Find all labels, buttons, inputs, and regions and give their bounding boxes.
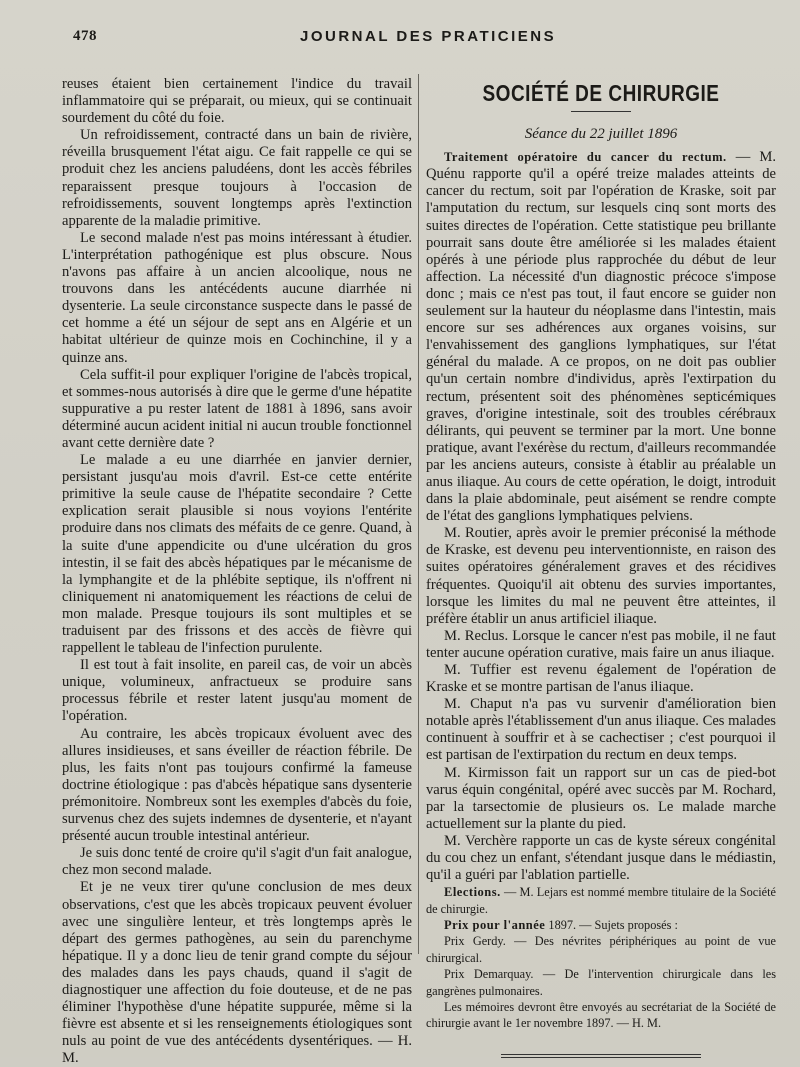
page-number: 478 — [73, 28, 97, 44]
paragraph-text: M. Chaput n'a pas vu survenir d'amélioration bien notable après l'établissement d'un anus iliaque. Ces malades continuent à souffrir et à se cachectiser ; c'est pourquoi il est partisan de l'extirpation du rectum en deux temps. — [426, 696, 776, 764]
paragraph: Il est tout à fait insolite, en pareil cas, de voir un abcès unique, volumineux, anfractueux se produire sans processus fébrile et rester latent jusqu'au moment de l'opération. — [62, 657, 412, 725]
note-paragraph — [426, 884, 776, 917]
session-date: Séance du 22 juillet 1896 — [524, 126, 678, 143]
paragraph: Je suis donc tenté de croire qu'il s'agit d'un fait analogue, chez mon second malade. — [62, 845, 412, 879]
paragraph-text: — M. Lejars est nommé membre titulaire de la Société de chirurgie. — [426, 885, 776, 916]
paragraph: Et je ne veux tirer qu'une conclusion de mes deux observations, c'est que les abcès tropicaux peuvent évoluer avec une singulière lenteur, et très longtemps après le départ des germes pathogènes, au sein du parenchyme hépatique. Il y a donc lieu de tenir grand compte du séjour des malades dans les pays chauds, quand il s'agit de diagnostiquer une affection du foie douteuse, et de ne pas éliminer l'hypothèse d'une hépatite suppurée, même si la fièvre est absente et si les renseignements étiologiques sont nuls au point de vue des antécédents dysentériques. — H. M. — [62, 879, 412, 1067]
report-paragraphs — [426, 149, 776, 884]
section-title: SOCIÉTÉ DE CHIRURGIE — [482, 81, 720, 108]
journal-title: JOURNAL DES PRATICIENS — [300, 28, 557, 45]
report-paragraph — [426, 525, 776, 628]
paragraph-text: 1897. — Sujets proposés : — [545, 918, 678, 933]
paragraph: Le malade a eu une diarrhée en janvier dernier, persistant jusqu'au mois d'avril. Est-ce cette entérite primitive la seule cause de l'hépatite secondaire ? Cette explication serait plausible si nous voyions l'entérite produire dans nos climats des méfaits de ce genre. Quand, à la suite d'une appendicite ou d'une ulcération du gros intestin, il se fait des abcès hépatiques par le mécanisme de la lymphangite et de la phlébite septique, ils n'offrent ni cliniquement ni anatomiquement les réactions de celui de mon malade. Presque toujours ils sont multiples et se traduisent par des frissons et des accès de fièvre qui rappellent le tableau de l'infection purulente. — [62, 452, 412, 657]
note-paragraph — [426, 917, 776, 933]
paragraph-text: Prix Gerdy. — Des névrites périphériques au point de vue chirurgical. — [426, 934, 776, 965]
report-paragraph — [426, 628, 776, 662]
paragraph-text: Les mémoires devront être envoyés au secrétariat de la Société de chirurgie avant le 1er novembre 1897. — H. M. — [426, 1000, 776, 1031]
title-rule — [571, 111, 631, 112]
report-paragraph — [426, 833, 776, 884]
column-divider — [418, 74, 419, 954]
paragraph-text: M. Tuffier est revenu également de l'opération de Kraske et se montre partisan de l'anus iliaque. — [426, 662, 776, 696]
paragraph: Le second malade n'est pas moins intéressant à étudier. L'interprétation pathogénique est plus obscure. Nous n'avons pas affaire à un ancien alcoolique, nous ne trouvons dans les antécédents aucune diarrhée ni dysenterie. La seule circonstance suspecte dans le passé de cet homme a été un séjour de sept ans en Algérie et un habitat ultérieur de quinze mois en Cochinchine, il y a quinze ans. — [62, 229, 412, 366]
report-paragraph — [426, 662, 776, 696]
paragraph-heading: Elections. — [444, 885, 501, 900]
paragraph-text: — M. Quénu rapporte qu'il a opéré treize malades atteints de cancer du rectum, soit par l'opération de Kraske, soit par l'amputation du rectum, sur lesquels cinq sont morts des suites directes de l'opération. Cette statistique peu brillante pourrait sans doute être améliorée si les malades étaient opérés à une période plus rapprochée du début de leur affection. La nécessité d'un diagnostic précoce s'impose donc ; mais ce n'est pas tout, il faut encore se guider non seulement sur la hauteur du néoplasme dans l'intestin, mais encore sur ses adhérences aux organes voisins, sur l'envahissement des ganglions lymphatiques, sur l'état général du malade. A ce propos, on ne doit pas oublier qu'un certain nombre d'individus, après l'extirpation du rectum, présentent soit des phénomènes septicémiques graves, d'origine intestinale, soit des troubles cérébraux délirants, qui peuvent se terminer par la mort. Une bonne pratique, avant l'exérèse du rectum, d'ailleurs recommandée par les anciens auteurs, consiste à établir au préalable un anus iliaque. Au cours de cette opération, le doigt, introduit dans la plaie abdominale, peut aisément se rendre compte de l'état des ganglions lymphatiques pelviens. — [426, 149, 776, 525]
paragraph-heading: Prix pour l'année — [444, 918, 546, 933]
paragraph-heading: Traitement opératoire du cancer du rectum. — [444, 150, 727, 165]
report-paragraph — [426, 149, 776, 525]
report-paragraph — [426, 696, 776, 764]
paragraph-text: M. Verchère rapporte un cas de kyste séreux congénital du cou chez un enfant, s'étendant jusque dans le médiastin, qu'il a guéri par l'ablation partielle. — [426, 832, 776, 884]
paragraph-text: M. Kirmisson fait un rapport sur un cas de pied-bot varus équin congénital, opéré avec succès par M. Rochard, par la tarsectomie de plusieurs os. Le malade marche actuellement sur la plante du pied. — [426, 764, 776, 832]
paragraph-text: M. Routier, après avoir le premier préconisé la méthode de Kraske, est devenu peu interventionniste, en raison des suites opératoires généralement graves et des récidives fréquentes. Quoiqu'il ait obtenu des survies importantes, lorsque les limites du mal ne peuvent être atteintes, il préfère établir un anus artificiel iliaque. — [426, 525, 776, 627]
notes-block — [426, 884, 776, 1032]
note-paragraph — [426, 999, 776, 1032]
paragraph: reuses étaient bien certainement l'indice du travail inflammatoire qui se préparait, ou mieux, qui se continuait sourdement du côté du foie. — [62, 76, 412, 127]
note-paragraph — [426, 966, 776, 999]
paragraph-text: M. Reclus. Lorsque le cancer n'est pas mobile, il ne faut tenter aucune opération curative, mais faire un anus iliaque. — [426, 627, 776, 661]
right-column — [426, 76, 776, 1058]
paragraph: Un refroidissement, contracté dans un bain de rivière, réveilla brusquement l'état aigu. Ce fait rappelle ce qui se produit chez les anciens paludéens, dont les accès fébriles reparaissent presque toujours à l'occasion de refroidissements, souvent longtemps après l'extinction apparente de la maladie primitive. — [62, 127, 412, 229]
paragraph: Cela suffit-il pour expliquer l'origine de l'abcès tropical, et sommes-nous autorisés à dire que le germe d'une hépatite suppurative a pu rester latent de 1881 à 1896, sans avoir déterminé aucun acident initial ni aucun trouble fonctionnel avant cette dernière date ? — [62, 366, 412, 451]
end-rule — [501, 1054, 701, 1058]
report-paragraph — [426, 765, 776, 833]
note-paragraph — [426, 933, 776, 966]
paragraph-text: Prix Demarquay. — De l'intervention chirurgicale dans les gangrènes pulmonaires. — [426, 967, 776, 998]
paragraph: Au contraire, les abcès tropicaux évoluent avec des allures insidieuses, et sans éveiller de réaction fébrile. De plus, les faits n'ont pas toujours confirmé la fameuse doctrine étiologique : pas d'abcès hépatique sans dysenterie prémonitoire. Nombreux sont les exemples d'abcès du foie, survenus chez des sujets indemnes de dysenterie, et n'ayant présenté aucun trouble intestinal antérieur. — [62, 725, 412, 845]
page-header — [0, 22, 800, 52]
left-column — [62, 76, 412, 1067]
